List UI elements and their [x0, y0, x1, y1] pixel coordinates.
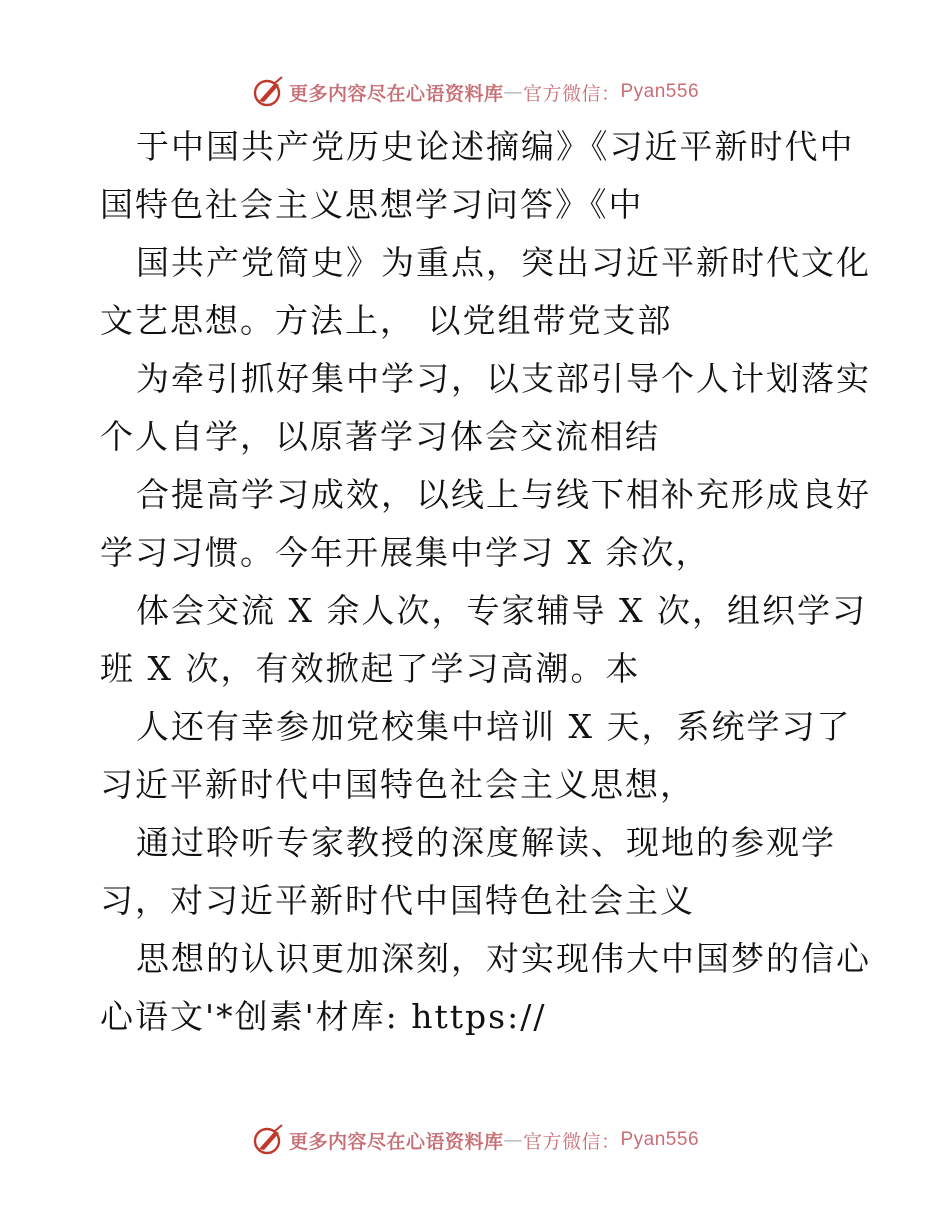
body-line: 个人自学，以原著学习体会交流相结 [100, 417, 660, 456]
body-line: 国共产党简史》为重点，突出习近平新时代文化 [136, 243, 871, 282]
body-line: 国特色社会主义思想学习问答》《中 [100, 185, 644, 224]
body-line: 学习习惯。今年开展集中学习 X 余次， [100, 533, 711, 572]
body-line: 思想的认识更加深刻，对实现伟大中国梦的信心 [136, 939, 871, 978]
body-line: 人还有幸参加党校集中培训 X 天，系统学习了 [136, 707, 852, 746]
watermark-wechat-id: Pyan556 [620, 1129, 700, 1150]
watermark-dash: — [503, 81, 523, 103]
body-line: 习，对习近平新时代中国特色社会主义 [100, 881, 695, 920]
watermark-wechat-id: Pyan556 [620, 81, 700, 102]
watermark-dash: — [503, 1129, 523, 1151]
quill-pen-logo-icon [251, 1123, 285, 1157]
body-line: 文艺思想。方法上， 以党组带党支部 [100, 301, 673, 340]
body-line: 体会交流 X 余人次，专家辅导 X 次，组织学习 [136, 591, 867, 630]
watermark-wechat-label: 官方微信： [522, 82, 621, 105]
body-line: 合提高学习成效，以线上与线下相补充形成良好 [136, 475, 871, 514]
body-line: 习近平新时代中国特色社会主义思想， [100, 765, 695, 804]
watermark-wechat-label: 官方微信： [522, 1130, 621, 1153]
watermark-main-text: 更多内容尽在心语资料库 [288, 1130, 504, 1153]
body-line: 班 X 次，有效掀起了学习高潮。本 [100, 649, 641, 688]
body-line: 通过聆听专家教授的深度解读、现地的参观学 [136, 823, 836, 862]
body-line: 于中国共产党历史论述摘编》《习近平新时代中 [136, 127, 855, 166]
watermark-main-text: 更多内容尽在心语资料库 [288, 82, 504, 105]
body-line: 为牵引抓好集中学习，以支部引导个人计划落实 [136, 359, 871, 398]
footer-watermark [0, 1120, 950, 1160]
body-line: 心语文'*创素'材库: https:// [100, 997, 547, 1036]
